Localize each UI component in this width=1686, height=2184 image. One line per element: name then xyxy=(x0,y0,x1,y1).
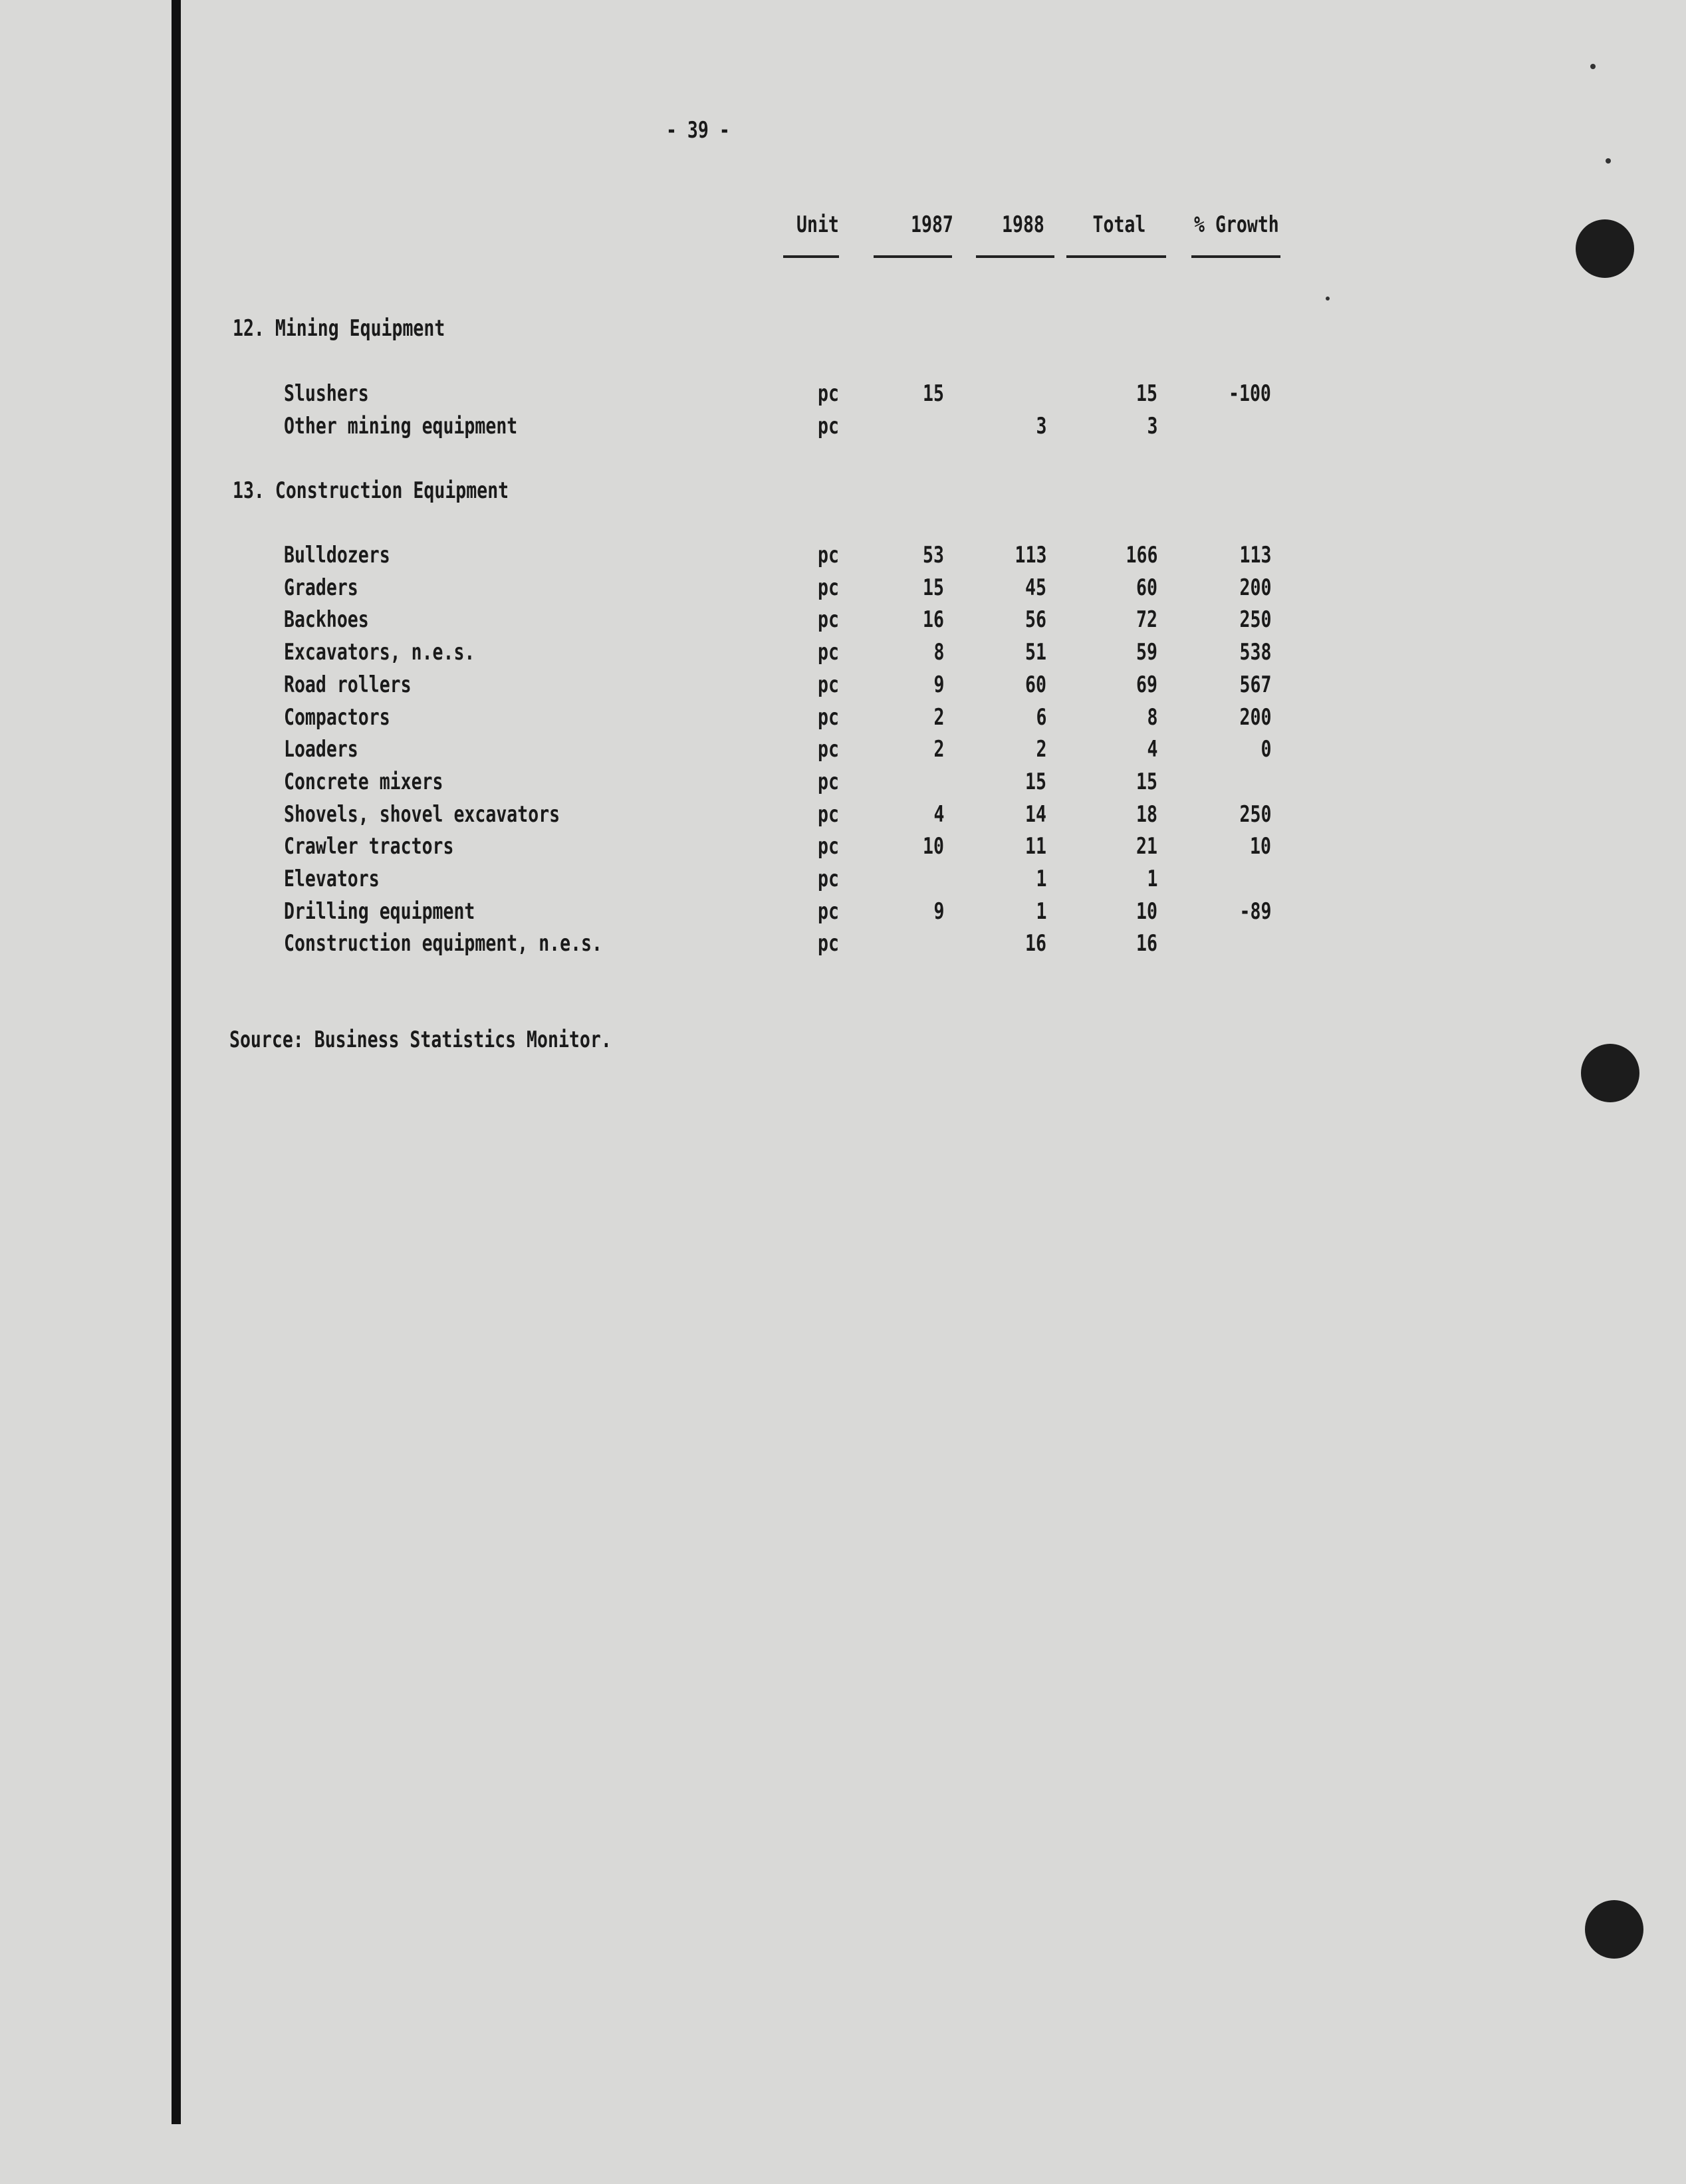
cell-total: 16 xyxy=(1136,930,1157,957)
row-label: Drilling equipment xyxy=(284,898,475,925)
cell-y1988: 1 xyxy=(1036,866,1046,892)
cell-growth: 538 xyxy=(1239,639,1271,666)
cell-y1987: 4 xyxy=(933,801,944,828)
cell-total: 10 xyxy=(1136,898,1157,925)
header-underline xyxy=(874,255,952,258)
row-label: Other mining equipment xyxy=(284,413,518,439)
cell-y1988: 16 xyxy=(1025,930,1046,957)
page-number: - 39 - xyxy=(666,117,730,144)
section-title: 13. Construction Equipment xyxy=(233,477,509,504)
cell-unit: pc xyxy=(818,930,839,957)
cell-unit: pc xyxy=(818,542,839,568)
cell-y1988: 11 xyxy=(1025,833,1046,860)
row-label: Graders xyxy=(284,574,358,601)
punch-hole xyxy=(1576,219,1634,278)
row-label: Construction equipment, n.e.s. xyxy=(284,930,602,957)
column-header-1988: 1988 xyxy=(1002,211,1044,238)
column-header-total: Total xyxy=(1092,211,1145,238)
row-label: Elevators xyxy=(284,866,380,892)
cell-unit: pc xyxy=(818,736,839,763)
cell-total: 21 xyxy=(1136,833,1157,860)
column-header-unit: Unit xyxy=(796,211,839,238)
cell-y1988: 6 xyxy=(1036,704,1046,731)
row-label: Loaders xyxy=(284,736,358,763)
cell-growth: 0 xyxy=(1261,736,1271,763)
cell-y1988: 14 xyxy=(1025,801,1046,828)
cell-total: 72 xyxy=(1136,606,1157,633)
punch-hole xyxy=(1581,1044,1639,1102)
cell-y1988: 15 xyxy=(1025,769,1046,795)
cell-total: 4 xyxy=(1147,736,1157,763)
cell-total: 166 xyxy=(1126,542,1157,568)
cell-y1987: 53 xyxy=(923,542,944,568)
cell-y1988: 45 xyxy=(1025,574,1046,601)
cell-unit: pc xyxy=(818,769,839,795)
cell-growth: 200 xyxy=(1239,574,1271,601)
cell-unit: pc xyxy=(818,704,839,731)
cell-growth: -89 xyxy=(1239,898,1271,925)
header-underline xyxy=(783,255,839,258)
punch-hole xyxy=(1585,1900,1643,1959)
header-underline xyxy=(1191,255,1280,258)
cell-y1988: 51 xyxy=(1025,639,1046,666)
cell-unit: pc xyxy=(818,574,839,601)
column-header-1987: 1987 xyxy=(911,211,953,238)
cell-y1988: 113 xyxy=(1015,542,1046,568)
speck xyxy=(1326,297,1330,301)
cell-y1988: 56 xyxy=(1025,606,1046,633)
row-label: Compactors xyxy=(284,704,390,731)
cell-y1987: 8 xyxy=(933,639,944,666)
source-note: Source: Business Statistics Monitor. xyxy=(229,1027,612,1053)
cell-growth: 200 xyxy=(1239,704,1271,731)
cell-y1988: 2 xyxy=(1036,736,1046,763)
cell-unit: pc xyxy=(818,801,839,828)
cell-total: 18 xyxy=(1136,801,1157,828)
cell-unit: pc xyxy=(818,866,839,892)
cell-total: 59 xyxy=(1136,639,1157,666)
cell-total: 69 xyxy=(1136,671,1157,698)
row-label: Concrete mixers xyxy=(284,769,443,795)
column-header-growth: % Growth xyxy=(1194,211,1279,238)
cell-total: 1 xyxy=(1147,866,1157,892)
cell-total: 3 xyxy=(1147,413,1157,439)
cell-unit: pc xyxy=(818,639,839,666)
cell-y1987: 15 xyxy=(923,574,944,601)
cell-unit: pc xyxy=(818,380,839,407)
cell-unit: pc xyxy=(818,671,839,698)
cell-y1987: 16 xyxy=(923,606,944,633)
cell-total: 8 xyxy=(1147,704,1157,731)
cell-y1987: 10 xyxy=(923,833,944,860)
speck xyxy=(1590,64,1596,69)
cell-growth: -100 xyxy=(1229,380,1271,407)
cell-total: 15 xyxy=(1136,769,1157,795)
cell-y1988: 60 xyxy=(1025,671,1046,698)
cell-total: 60 xyxy=(1136,574,1157,601)
header-underline xyxy=(976,255,1054,258)
binder-margin-line xyxy=(172,0,181,2124)
row-label: Backhoes xyxy=(284,606,369,633)
cell-y1988: 3 xyxy=(1036,413,1046,439)
row-label: Road rollers xyxy=(284,671,412,698)
row-label: Bulldozers xyxy=(284,542,390,568)
cell-growth: 567 xyxy=(1239,671,1271,698)
cell-growth: 250 xyxy=(1239,801,1271,828)
section-title: 12. Mining Equipment xyxy=(233,315,445,342)
cell-unit: pc xyxy=(818,833,839,860)
cell-y1987: 15 xyxy=(923,380,944,407)
cell-y1987: 2 xyxy=(933,704,944,731)
cell-y1987: 9 xyxy=(933,671,944,698)
cell-total: 15 xyxy=(1136,380,1157,407)
cell-growth: 250 xyxy=(1239,606,1271,633)
cell-unit: pc xyxy=(818,413,839,439)
speck xyxy=(1606,158,1611,164)
row-label: Slushers xyxy=(284,380,369,407)
cell-unit: pc xyxy=(818,898,839,925)
cell-y1987: 2 xyxy=(933,736,944,763)
row-label: Crawler tractors xyxy=(284,833,454,860)
row-label: Shovels, shovel excavators xyxy=(284,801,560,828)
cell-y1988: 1 xyxy=(1036,898,1046,925)
header-underline xyxy=(1066,255,1166,258)
cell-growth: 113 xyxy=(1239,542,1271,568)
cell-unit: pc xyxy=(818,606,839,633)
cell-growth: 10 xyxy=(1250,833,1271,860)
row-label: Excavators, n.e.s. xyxy=(284,639,475,666)
cell-y1987: 9 xyxy=(933,898,944,925)
